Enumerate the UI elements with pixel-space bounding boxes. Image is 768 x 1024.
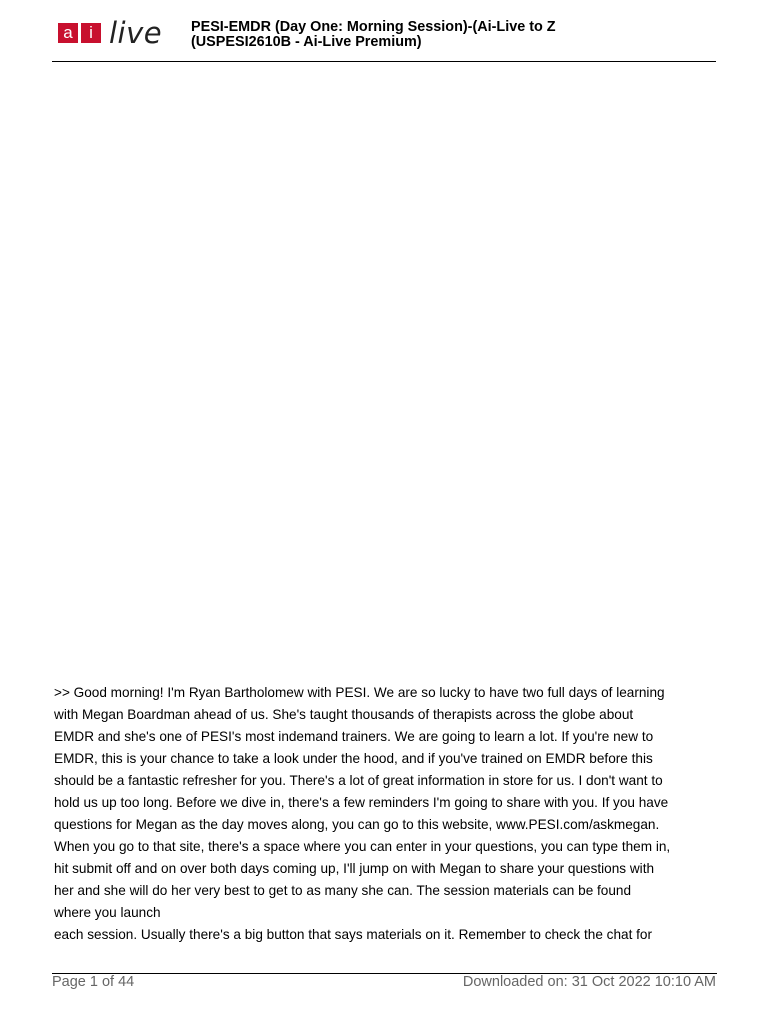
ai-live-logo bbox=[58, 17, 162, 49]
transcript-line: should be a fantastic refresher for you. There's a lot of great information in store for us. I don't want to bbox=[54, 773, 663, 788]
transcript-line: where you launch bbox=[54, 905, 161, 920]
download-timestamp: Downloaded on: 31 Oct 2022 10:10 AM bbox=[462, 974, 716, 990]
transcript-line: EMDR and she's one of PESI's most indemand trainers. We are going to learn a lot. If you're new to bbox=[54, 729, 654, 744]
transcript-line: When you go to that site, there's a space where you can enter in your questions, you can type them in, bbox=[54, 839, 671, 854]
transcript-line: questions for Megan as the day moves along, you can go to this website, www.PESI.com/askmegan. bbox=[54, 817, 660, 832]
title-line-2: (USPESI2610B - Ai-Live Premium) bbox=[191, 34, 422, 50]
page-number: Page 1 of 44 bbox=[52, 974, 135, 990]
transcript-line: each session. Usually there's a big button that says materials on it. Remember to check the chat for bbox=[54, 927, 652, 942]
logo-live-text: live bbox=[109, 16, 163, 50]
transcript-line: with Megan Boardman ahead of us. She's taught thousands of therapists across the globe about bbox=[54, 707, 634, 722]
transcript-line: hit submit off and on over both days coming up, I'll jump on with Megan to share your questions with bbox=[54, 861, 655, 876]
transcript-line: >> Good morning! I'm Ryan Bartholomew with PESI. We are so lucky to have two full days of learning bbox=[54, 685, 665, 700]
page-header bbox=[52, 0, 716, 62]
transcript-line: her and she will do her very best to get to as many she can. The session materials can be found bbox=[54, 883, 632, 898]
title-line-1: PESI-EMDR (Day One: Morning Session)-(Ai-Live to Z bbox=[191, 19, 556, 35]
transcript-line: EMDR, this is your chance to take a look under the hood, and if you've trained on EMDR before this bbox=[54, 751, 653, 766]
document-title bbox=[191, 20, 711, 50]
transcript-line: hold us up too long. Before we dive in, there's a few reminders I'm going to share with you. If you have bbox=[54, 795, 669, 810]
logo-letter-i: i bbox=[81, 23, 101, 43]
transcript-body bbox=[54, 682, 714, 946]
logo-letter-a: a bbox=[58, 23, 78, 43]
